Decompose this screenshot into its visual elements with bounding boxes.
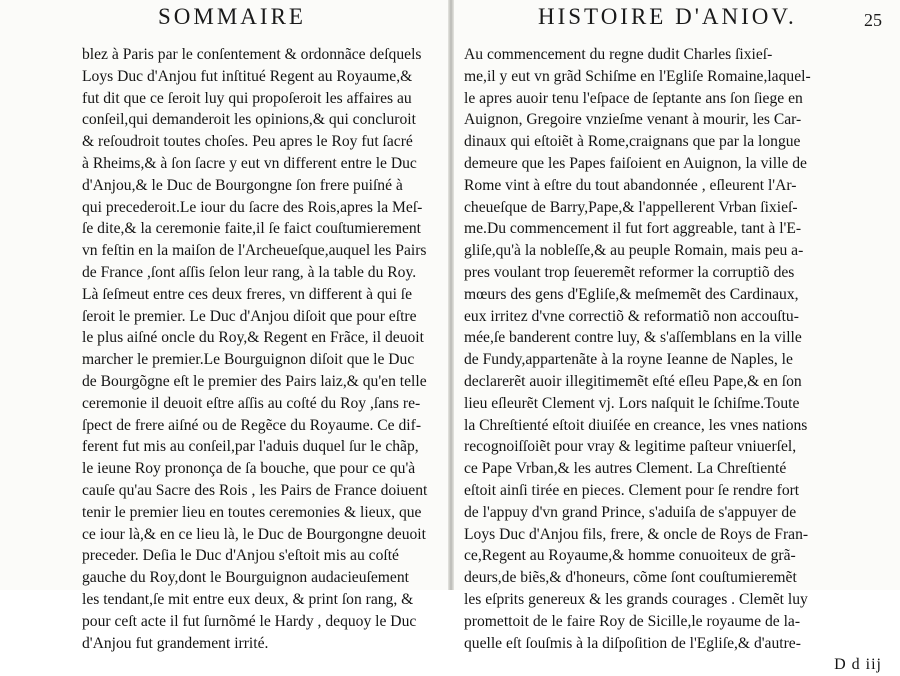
text-line: d'Anjou fut grandement irrité.: [82, 634, 269, 652]
text-line: Loys Duc d'Anjou fut inſtitué Regent au Royaume,&: [82, 67, 413, 85]
text-line: les tendant,ſe mit entre eux deux, & print ſon rang, &: [82, 590, 414, 608]
text-line: ce iour là,& en ce lieu là, le Duc de Bourgongne deuoit: [82, 525, 426, 543]
text-line: la Chreſtienté eſtoit diuiſée en creance, les vnes nations: [464, 416, 808, 434]
text-line: & reſoudroit toutes choſes. Peu apres le Roy fut ſacré: [82, 133, 413, 151]
text-line: eſtoit ainſi tirée en pieces. Clement pour ſe rendre fort: [464, 481, 800, 499]
text-line: ſeroit le premier. Le Duc d'Anjou diſoit que pour eſtre: [82, 307, 417, 325]
text-line: pres voulant trop ſeueremẽt reformer la corruptiõ des: [464, 263, 795, 281]
signature-mark: D d iij: [834, 656, 882, 674]
text-line: dinaux qui eſtoiẽt à Rome,craignans que par la longue: [464, 133, 801, 151]
text-line: me.Du commencement il fut fort aggreable, tant à l'E-: [464, 220, 802, 238]
text-line: cauſe qu'au Sacre des Rois , les Pairs de France doiuent: [82, 481, 428, 499]
text-line: demeure que les Papes faiſoient en Auignon, la ville de: [464, 154, 807, 172]
page-number: 25: [864, 10, 882, 30]
text-line: mœurs des gens d'Egliſe,& meſmemẽt des Cardinaux,: [464, 285, 799, 303]
text-line: pour ceſt acte il fut ſurnõmé le Hardy , dequoy le Duc: [82, 612, 417, 630]
text-line: preceder. Deſia le Duc d'Anjou s'eſtoit mis au coſté: [82, 547, 399, 565]
right-page: [454, 0, 900, 674]
text-line: ceremonie il deuoit eſtre aſſis au coſté du Roy ,ſans re-: [82, 394, 421, 412]
text-line: Auignon, Gregoire vnzieſme venant à mourir, les Car-: [464, 111, 802, 129]
text-line: le plus aiſné oncle du Roy,& Regent en Frãce, il deuoit: [82, 329, 424, 347]
text-line: ſpect de frere aiſné ou de Regẽce du Royaume. Ce dif-: [82, 416, 422, 434]
text-line: ferent fut mis au conſeil,par l'aduis duquel ſur le chãp,: [82, 438, 419, 456]
text-line: promettoit de le faire Roy de Sicille,le royaume de la-: [464, 612, 801, 630]
text-line: ce,Regent au Royaume,& homme conuoiteux de grã-: [464, 547, 796, 565]
text-line: de l'appuy d'vn grand Prince, s'aduiſa de s'appuyer de: [464, 503, 797, 521]
left-page: [0, 0, 448, 652]
text-line: de Fundy,appartenãte à la royne Ieanne de Naples, le: [464, 351, 793, 369]
text-line: mée,ſe banderent contre luy, & s'aſſemblans en la ville: [464, 329, 802, 347]
text-line: de Bourgõgne eſt le premier des Pairs laiz,& qu'en telle: [82, 372, 427, 390]
text-line: vn feſtin en la maiſon de l'Archeueſque,auquel les Pairs: [82, 242, 427, 260]
text-line: le apres auoir tenu l'eſpace de ſeptante ans ſon ſiege en: [464, 89, 803, 107]
text-line: recognoiſſoiẽt pour vray & legitime paſteur vniuerſel,: [464, 438, 797, 456]
text-line: lieu eſleurẽt Clement vj. Lors naſquit le ſchiſme.Toute: [464, 394, 800, 412]
right-text-block: [464, 44, 890, 676]
text-line: gliſe,qu'à la nobleſſe,& au peuple Romain, mais peu a-: [464, 242, 804, 260]
right-running-head: HISTOIRE D'ANIOV.: [538, 4, 797, 29]
text-line: blez à Paris par le conſentement & ordonnãce deſquels: [82, 46, 422, 63]
text-line: deurs,de biẽs,& d'honeurs, cõme ſont couſtumieremẽt: [464, 569, 797, 587]
text-line: me,il y eut vn grãd Schiſme en l'Egliſe Romaine,laquel-: [464, 67, 811, 85]
text-line: tenir le premier lieu en toutes ceremonies & lieux, que: [82, 503, 422, 521]
text-line: cheueſque de Barry,Pape,& l'appellerent Vrban ſixieſ-: [464, 198, 798, 216]
text-line: eux irritez d'vne correctiõ & reformatiõ non accouſtu-: [464, 307, 799, 325]
text-line: de France ,ſont aſſis ſelon leur rang, à la table du Roy.: [82, 263, 417, 281]
text-line: Rome vint à eſtre du tout abandonnée , eſleurent l'Ar-: [464, 176, 797, 194]
text-line: qui precederoit.Le iour du ſacre des Rois,apres la Meſ-: [82, 198, 423, 216]
text-line: ce Pape Vrban,& les autres Clement. La Chreſtienté: [464, 460, 787, 478]
text-line: gauche du Roy,dont le Bourguignon audacieuſement: [82, 569, 409, 587]
text-line: conſeil,qui demanderoit les opinions,& qui concluroit: [82, 111, 416, 129]
text-line: quelle eſt ſouſmis à la diſpoſition de l'Egliſe,& d'autre-: [464, 634, 801, 652]
text-line: marcher le premier.Le Bourguignon diſoit que le Duc: [82, 351, 415, 369]
text-line: les eſprits genereux & les grands courages . Clemẽt luy: [464, 590, 808, 608]
text-line: ſe dite,& la ceremonie faite,il ſe faict couſtumierement: [82, 220, 422, 238]
text-line: à Rheims,& à ſon ſacre y eut vn different entre le Duc: [82, 154, 417, 172]
text-line: fut dit que ce ſeroit luy qui propoſeroit les affaires au: [82, 89, 412, 107]
text-line: declarerẽt auoir illegitimemẽt eſté eſleu Pape,& en ſon: [464, 372, 802, 390]
text-line: d'Anjou,& le Duc de Bourgongne ſon frere puiſné à: [82, 176, 403, 194]
text-line: Loys Duc d'Anjou fils, frere, & oncle de Roys de Fran-: [464, 525, 809, 543]
signature-line: [464, 654, 890, 676]
text-line: Là ſeſmeut entre ces deux freres, vn different à qui ſe: [82, 285, 413, 303]
text-line: le ieune Roy prononça de ſa bouche, que pour ce qu'à: [82, 460, 416, 478]
text-line: Au commencement du regne dudit Charles ſixieſ-: [464, 46, 773, 63]
left-text-block: [82, 44, 438, 654]
left-running-head: SOMMAIRE: [158, 4, 306, 29]
